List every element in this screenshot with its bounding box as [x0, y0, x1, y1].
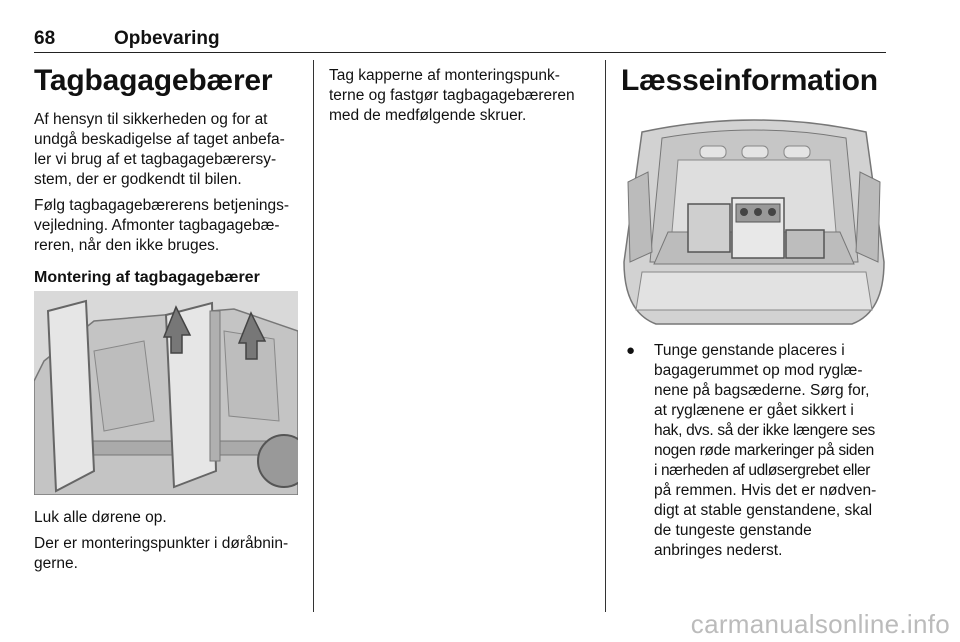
text-line: med de medfølgende skruer.: [329, 107, 527, 124]
caption-mounting-points: [34, 534, 306, 574]
text-line: reren, når den ikke bruges.: [34, 237, 220, 254]
caption-open-doors: Luk alle dørene op.: [34, 509, 167, 526]
paragraph-safety: [34, 110, 306, 190]
text-line: på remmen. Hvis det er nødven-: [654, 482, 877, 499]
text-line: i nærheden af udløsergrebet eller: [654, 462, 870, 479]
text-line: undgå beskadigelse af taget anbefa-: [34, 131, 285, 148]
column-3: [621, 64, 889, 98]
text-line: vejledning. Afmonter tagbagagebæ-: [34, 217, 280, 234]
text-line: Af hensyn til sikkerheden og for at: [34, 111, 268, 128]
section-title-loading-info: Læsseinformation: [621, 64, 878, 97]
text-line: at ryglænene er gået sikkert i: [654, 402, 854, 419]
text-line: ler vi brug af et tagbagagebærersy-: [34, 151, 277, 168]
text-line: Tunge genstande placeres i: [654, 342, 845, 359]
text-line: bagagerummet op mod ryglæ-: [654, 362, 863, 379]
text-line: nene på bagsæderne. Sørg for,: [654, 382, 870, 399]
text-line: stem, der er godkendt til bilen.: [34, 171, 242, 188]
page-number: 68: [34, 28, 56, 49]
text-line: gerne.: [34, 555, 78, 572]
text-line: anbringes nederst.: [654, 542, 783, 559]
text-line: Tag kapperne af monteringspunk-: [329, 67, 560, 84]
bullet-item-heavy-items: [626, 341, 892, 571]
subheading-mounting: Montering af tagbagagebærer: [34, 269, 260, 286]
paragraph-instructions: [34, 196, 306, 256]
bullet-marker: ●: [626, 342, 636, 359]
text-line: Der er monteringspunkter i døråbnin-: [34, 535, 289, 552]
text-line: terne og fastgør tagbagagebæreren: [329, 87, 575, 104]
page-header: [34, 26, 886, 53]
text-line: digt at stable genstandene, skal: [654, 502, 873, 519]
column-2: [329, 66, 601, 126]
illustration-open-doors: [34, 291, 298, 495]
column-divider-2: [605, 60, 606, 612]
car-doors-drawing: [34, 291, 298, 495]
text-line: de tungeste genstande: [654, 522, 812, 539]
bullet-text: [654, 341, 892, 561]
watermark-link[interactable]: carmanualsonline.info: [690, 609, 950, 639]
column-divider-1: [313, 60, 314, 612]
column-1: [34, 64, 306, 288]
section-title-roof-rack: Tagbagagebærer: [34, 64, 273, 97]
illustration-cargo-area: [622, 112, 886, 328]
chapter-title: Opbevaring: [114, 28, 220, 49]
cargo-area-drawing: [622, 112, 886, 328]
text-line: nogen røde markeringer på siden: [654, 442, 874, 459]
column-1-captions: [34, 508, 306, 574]
text-line: Følg tagbagagebærerens betjenings-: [34, 197, 290, 214]
text-line: hak, dvs. så der ikke længere ses: [654, 422, 875, 439]
